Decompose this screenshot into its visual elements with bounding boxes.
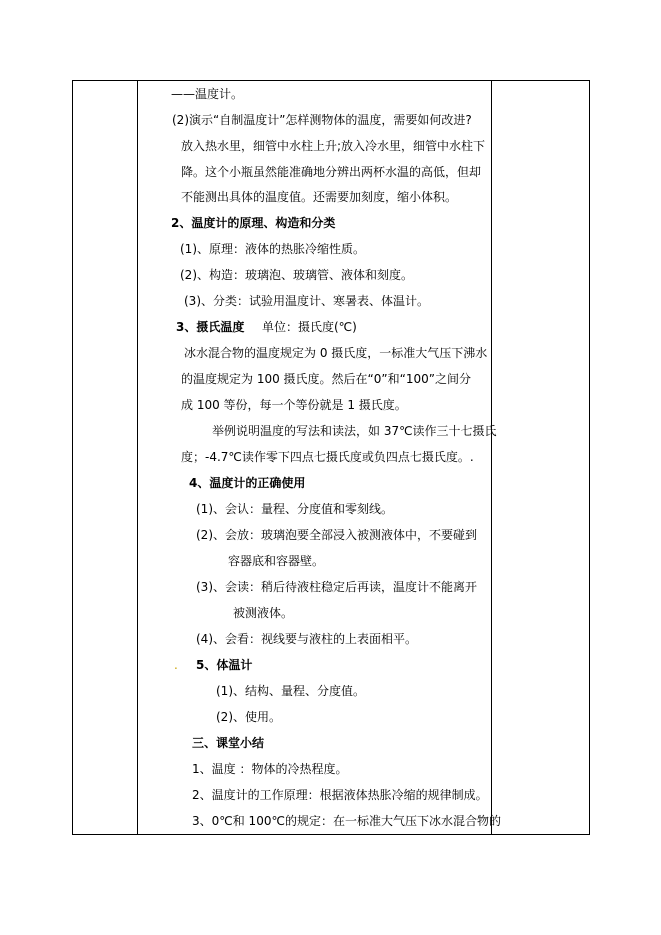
text-line: 容器底和容器壁。 — [228, 554, 325, 568]
section-heading: 4、温度计的正确使用 — [189, 476, 306, 490]
text-line: (1)、结构、量程、分度值。 — [216, 684, 365, 698]
text-line: 举例说明温度的写法和读法，如 37℃读作三十七摄氏 — [212, 424, 497, 438]
text-line: (3)、会读：稍后待液柱稳定后再读，温度计不能离开 — [196, 580, 478, 594]
table-column-divider-2 — [491, 80, 492, 835]
table-top-border — [72, 80, 590, 81]
text-line: 降。这个小瓶虽然能准确地分辨出两杯水温的高低，但却 — [181, 165, 482, 179]
text-line: 单位：摄氏度(℃) — [262, 320, 357, 334]
text-line: 的温度规定为 100 摄氏度。然后在“0”和“100”之间分 — [181, 372, 471, 386]
text-line: ——温度计。 — [171, 87, 244, 101]
text-line: (1)、原理：液体的热胀冷缩性质。 — [180, 242, 365, 256]
table-right-border — [589, 80, 590, 835]
text-line: (3)、分类：试验用温度计、寒暑表、体温计。 — [184, 294, 429, 308]
text-line: 被测液体。 — [233, 606, 294, 620]
text-line: 成 100 等份，每一个等份就是 1 摄氏度。 — [181, 398, 407, 412]
stray-dot: . — [174, 658, 178, 672]
table-left-border — [72, 80, 73, 835]
text-line: (4)、会看：视线要与液柱的上表面相平。 — [196, 632, 417, 646]
text-line: 1、温度 ：物体的冷热程度。 — [192, 762, 348, 776]
text-line: (2)、会放：玻璃泡要全部浸入被测液体中，不要碰到 — [196, 528, 478, 542]
table-column-divider-1 — [137, 80, 138, 835]
text-line: 度；-4.7℃读作零下四点七摄氏度或负四点七摄氏度。. — [181, 450, 474, 464]
section-heading: 三、课堂小结 — [192, 736, 265, 750]
text-line: 3、0℃和 100℃的规定：在一标准大气压下冰水混合物的 — [192, 814, 501, 828]
text-line: 放入热水里，细管中水柱上升;放入冷水里，细管中水柱下 — [181, 139, 486, 153]
text-line: (2)演示“自制温度计”怎样测物体的温度，需要如何改进? — [172, 113, 472, 127]
table-bottom-border — [72, 834, 590, 835]
text-line: (2)、使用。 — [216, 710, 281, 724]
section-heading: 2、温度计的原理、构造和分类 — [171, 216, 336, 230]
text-line: (1)、会认：量程、分度值和零刻线。 — [196, 502, 393, 516]
section-heading: 5、体温计 — [196, 658, 253, 672]
text-line: 2、温度计的工作原理：根据液体热胀冷缩的规律制成。 — [192, 788, 488, 802]
text-line: 冰水混合物的温度规定为 0 摄氏度，一标准大气压下沸水 — [184, 346, 488, 360]
text-line: 不能测出具体的温度值。还需要加刻度，缩小体积。 — [181, 190, 458, 204]
section-heading: 3、摄氏温度 — [176, 320, 245, 334]
text-line: (2)、构造：玻璃泡、玻璃管、液体和刻度。 — [180, 268, 413, 282]
